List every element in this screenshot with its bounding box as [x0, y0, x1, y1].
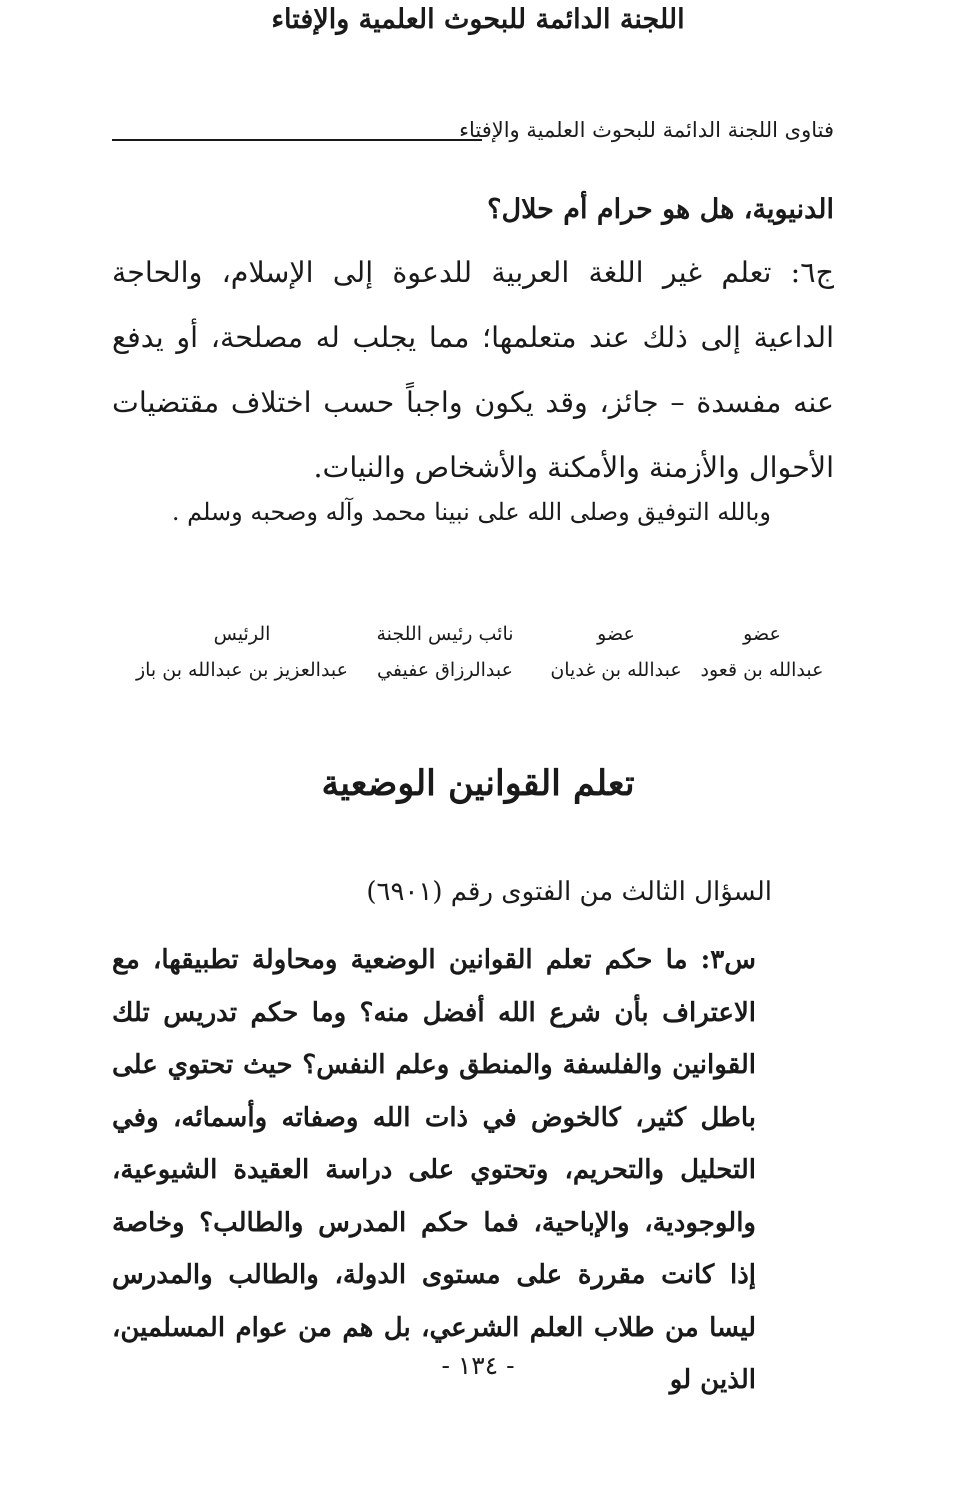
- member-name: عبدالله بن غديان: [550, 659, 682, 681]
- running-header: [112, 118, 834, 150]
- member-role: نائب رئيس اللجنة: [376, 623, 514, 645]
- member-role: الرئيس: [213, 623, 271, 645]
- member-3: [364, 616, 526, 688]
- member-role: عضو: [597, 623, 635, 645]
- committee-members: [135, 616, 824, 696]
- committee-title: اللجنة الدائمة للبحوث العلمية والإفتاء: [271, 4, 685, 35]
- member-2: [546, 616, 686, 688]
- page-number: - ١٣٤ -: [441, 1351, 515, 1380]
- member-role: عضو: [743, 623, 781, 645]
- member-1: [700, 616, 824, 688]
- answer-paragraph: ج٦: تعلم غير اللغة العربية للدعوة إلى الإسلام، والحاجة الداعية إلى ذلك عند متعلمها؛ مما يجلب له مصلحة، أو يدفع عنه مفسدة – جائز، وقد يكون واجباً حسب اختلاف مقتضيات الأحوال والأزمنة والأمكنة والأشخاص والنيات.: [112, 256, 834, 484]
- member-name: عبدالرزاق عفيفي: [377, 659, 513, 681]
- running-header-title: فتاوى اللجنة الدائمة للبحوث العلمية والإفتاء: [459, 118, 834, 142]
- section-title: تعلم القوانين الوضعية: [321, 763, 635, 804]
- question-reference: السؤال الثالث من الفتوى رقم (٦٩٠١): [366, 877, 772, 907]
- question-paragraph: س٣: ما حكم تعلم القوانين الوضعية ومحاولة تطبيقها، مع الاعتراف بأن شرع الله أفضل منه؟ وما حكم تدريس تلك القوانين والفلسفة والمنطق وعلم النفس؟ حيث تحتوي على باطل كثير، كالخوض في ذات الله وصفاته وأسمائه، وفي التحليل والتحريم، وتحتوي على دراسة العقيدة الشيوعية، والوجودية، والإباحية، فما حكم المدرس والطالب؟ وخاصة إذا كانت مقررة على مستوى الدولة، والطالب والمدرس ليسا من طلاب العلم الشرعي، بل هم من عوام المسلمين، الذين لو: [112, 945, 756, 1395]
- member-name: عبدالعزيز بن عبدالله بن باز: [135, 659, 349, 681]
- member-4: [132, 616, 352, 688]
- closing-line: وبالله التوفيق وصلى الله على نبينا محمد وآله وصحبه وسلم .: [171, 498, 771, 526]
- header-rule: [112, 139, 482, 141]
- previous-question-tail: الدنيوية، هل هو حرام أم حلال؟: [487, 194, 834, 225]
- member-name: عبدالله بن قعود: [700, 659, 824, 681]
